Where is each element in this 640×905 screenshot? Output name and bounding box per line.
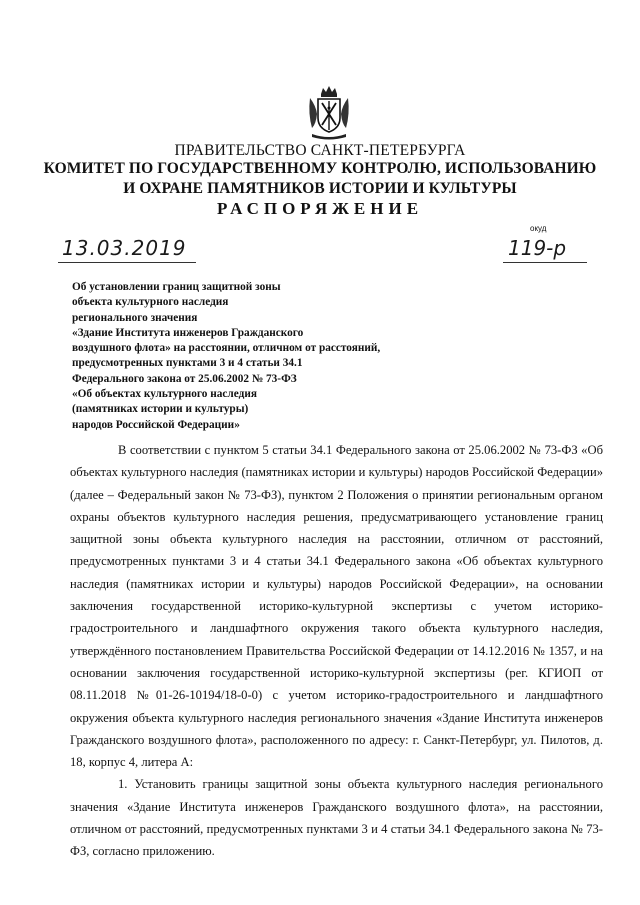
subject-line: (памятниках истории и культуры) [72,403,249,416]
subject-line: регионального значения [72,311,198,324]
subject-line: Об установлении границ защитной зоны [72,281,281,293]
subject-line: воздушного флота» на расстоянии, отличном от расстояний, [72,342,381,355]
okud-label: окуд [530,224,547,233]
handwritten-number: 119-р [508,236,567,260]
item-1-paragraph: 1. Установить границы защитной зоны объекта культурного наследия регионального значения «Здание Института инженеров Гражданского воздушного флота», на расстоянии, отличном от расстояний, предусмотренных пунктами 3 и 4 статьи 34.1 Федерального закона № 73-ФЗ, согласно приложению. [70,777,603,859]
document-subject [72,280,472,433]
document-type-title: РАСПОРЯЖЕНИЕ [216,199,424,218]
preamble-paragraph: В соответствии с пунктом 5 статьи 34.1 Федерального закона от 25.06.2002 № 73-ФЗ «Об объектах культурного наследия (памятниках истории и культуры) народов Российской Федерации» (далее – Федеральный закон № 73-ФЗ), пунктом 2 Положения о принятии региональным органом охраны объектов культурного наследия решения, предусматривающего установление границ защитной зоны объекта культурного наследия на расстоянии, отличном от расстояний, предусмотренных пунктами 3 и 4 статьи 34.1 Федерального закона «Об объектах культурного наследия (памятниках истории и культуры) народов Российской Федерации», на основании заключения государственной историко-культурной экспертизы с учетом историко-градостроительного и ландшафтного окружения такого объекта культурного наследия, утверждённого постановлением Правительства Российской Федерации от 14.12.2016 № 1357, и на основании заключения государственной историко-культурной экспертизы (рег. КГИОП от 08.11.2018 №01-26-10194/18-0-0) с учетом историко-градостроительного и ландшафтного окружения объекта культурного наследия регионального значения «Здание Института инженеров Гражданского воздушного флота», расположенного по адресу: г. Санкт-Петербург, ул. Пилотов, д. 18, корпус 4, литера А: [70,443,603,770]
coat-of-arms-emblem [306,84,352,142]
committee-title-line2: И ОХРАНЕ ПАМЯТНИКОВ ИСТОРИИ И КУЛЬТУРЫ [123,180,517,197]
subject-line: «Здание Института инженеров Гражданского [72,326,304,339]
subject-line: народов Российской Федерации» [72,418,240,431]
subject-line: «Об объектах культурного наследия [72,388,257,401]
committee-title-line1: КОМИТЕТ ПО ГОСУДАРСТВЕННОМУ КОНТРОЛЮ, ИСПОЛЬЗОВАНИЮ [43,160,597,177]
subject-line: объекта культурного наследия [72,296,229,309]
number-underline [503,262,587,263]
subject-line: Федерального закона от 25.06.2002 № 73-ФЗ [72,372,297,385]
document-body [70,439,603,863]
handwritten-date: 13.03.2019 [62,236,187,260]
government-title: ПРАВИТЕЛЬСТВО САНКТ-ПЕТЕРБУРГА [174,142,466,159]
date-underline [58,262,196,263]
subject-line: предусмотренных пунктами 3 и 4 статьи 34.1 [72,357,303,370]
